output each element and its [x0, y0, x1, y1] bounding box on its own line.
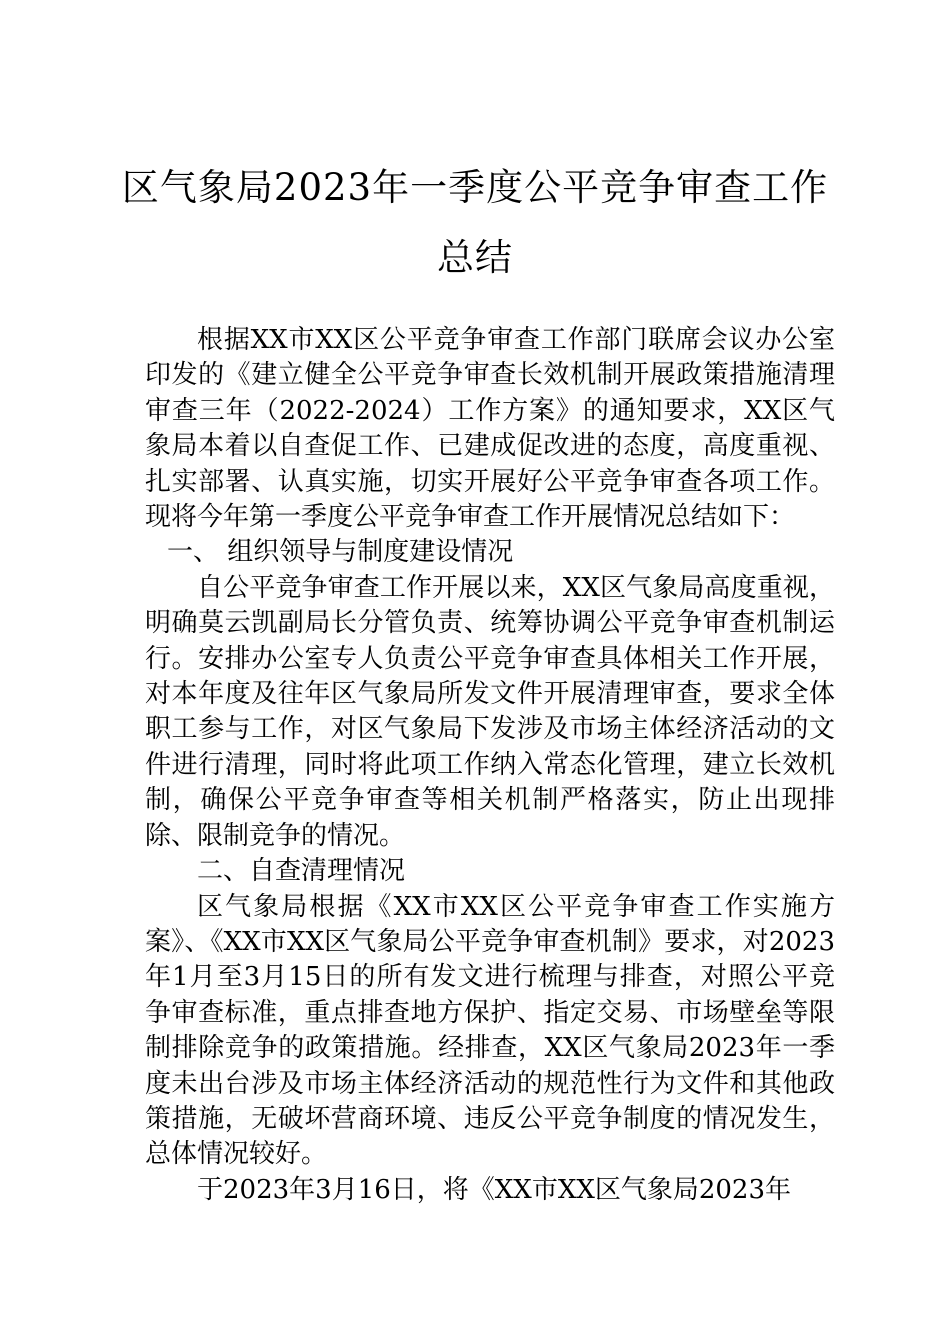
document-body	[145, 323, 835, 1208]
section-2-continuation-paragraph: 于2023年3月16日，将《XX市XX区气象局2023年	[197, 1174, 792, 1205]
section-heading-2: 二、自查清理情况	[197, 856, 406, 887]
section-2-paragraph: 区气象局根据《XX市XX区公平竞争审查工作实施方案》、《XX市XX区气象局公平竞争审查机制》要求，对2023年1月至3月15日的所有发文进行梳理与排查，对照公平竞争审查标准，重点排查地方保护、指定交易、市场壁垒等限制排除竞争的政策措施。经排查，XX区气象局2023年一季度未出台涉及市场主体经济活动的规范性行为文件和其他政策措施，无破坏营商环境、违反公平竞争制度的情况发生，总体情况较好。	[145, 891, 835, 1170]
section-1-paragraph: 自公平竞争审查工作开展以来，XX区气象局高度重视，明确莫云凯副局长分管负责、统筹协调公平竞争审查机制运行。安排办公室专人负责公平竞争审查具体相关工作开展，对本年度及往年区气象局所发文件开展清理审查，要求全体职工参与工作，对区气象局下发涉及市场主体经济活动的文件进行清理，同时将此项工作纳入常态化管理，建立长效机制，确保公平竞争审查等相关机制严格落实，防止出现排除、限制竞争的情况。	[145, 572, 835, 851]
section-heading-1: 一、 组织领导与制度建设情况	[167, 537, 514, 568]
document-title-line1: 区气象局2023年一季度公平竞争审查工作	[121, 166, 829, 209]
intro-paragraph: 根据XX市XX区公平竞争审查工作部门联席会议办公室印发的《建立健全公平竞争审查长效机制开展政策措施清理审查三年（2022-2024）工作方案》的通知要求，XX区气象局本着以自查促工作、已建成促改进的态度，高度重视、扎实部署、认真实施，切实开展好公平竞争审查各项工作。现将今年第一季度公平竞争审查工作开展情况总结如下：	[145, 325, 835, 533]
document-title-line2: 总结	[437, 236, 513, 279]
